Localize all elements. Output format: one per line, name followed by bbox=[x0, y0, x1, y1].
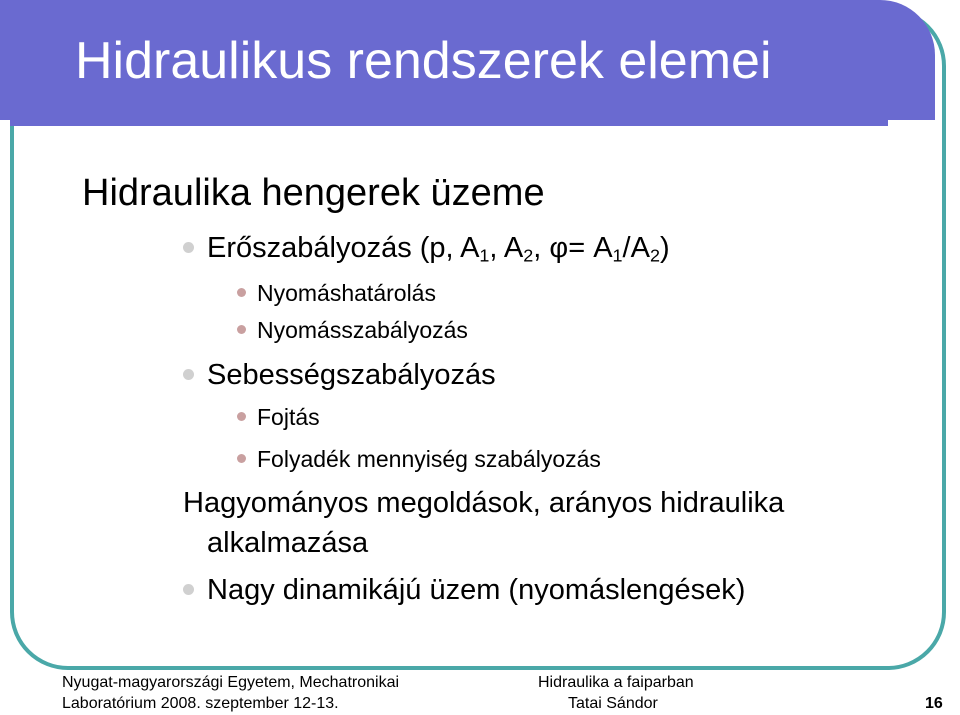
bullet-icon bbox=[237, 325, 246, 334]
section-heading: Hidraulika hengerek üzeme bbox=[82, 172, 545, 214]
bullet-icon bbox=[237, 412, 246, 421]
list-item: Erőszabályozás (p, $A_1$, $A_2$, $\varphi= A_1/A_2$) bbox=[207, 232, 670, 266]
sub-list-item: Fojtás bbox=[257, 404, 320, 431]
footer-institution-line2: Laboratórium 2008. szeptember 12-13. bbox=[62, 695, 339, 712]
list-item-no-bullet: Hagyományos megoldások, arányos hidraulika bbox=[183, 487, 785, 519]
list-item-continuation: alkalmazása bbox=[207, 527, 369, 559]
list-item: Sebességszabályozás bbox=[207, 359, 496, 392]
sub-list-item: Nyomásszabályozás bbox=[257, 317, 468, 344]
page-number: 16 bbox=[925, 695, 943, 712]
list-item: Nagy dinamikájú üzem (nyomáslengések) bbox=[207, 574, 745, 607]
bullet-icon bbox=[237, 454, 246, 463]
footer-institution-line1: Nyugat-magyarországi Egyetem, Mechatronikai bbox=[62, 674, 400, 691]
slide-title: Hidraulikus rendszerek elemei bbox=[75, 32, 772, 90]
bullet-icon bbox=[183, 584, 194, 595]
sub-list-item: Nyomáshatárolás bbox=[257, 280, 436, 307]
sub-list-item: Folyadék mennyiség szabályozás bbox=[257, 446, 601, 473]
footer-topic: Hidraulika a faiparban bbox=[538, 674, 694, 691]
bullet-icon bbox=[237, 288, 246, 297]
bullet-icon bbox=[183, 369, 194, 380]
footer-author: Tatai Sándor bbox=[568, 695, 658, 712]
bullet-icon bbox=[183, 242, 194, 253]
title-underline bbox=[10, 120, 888, 126]
